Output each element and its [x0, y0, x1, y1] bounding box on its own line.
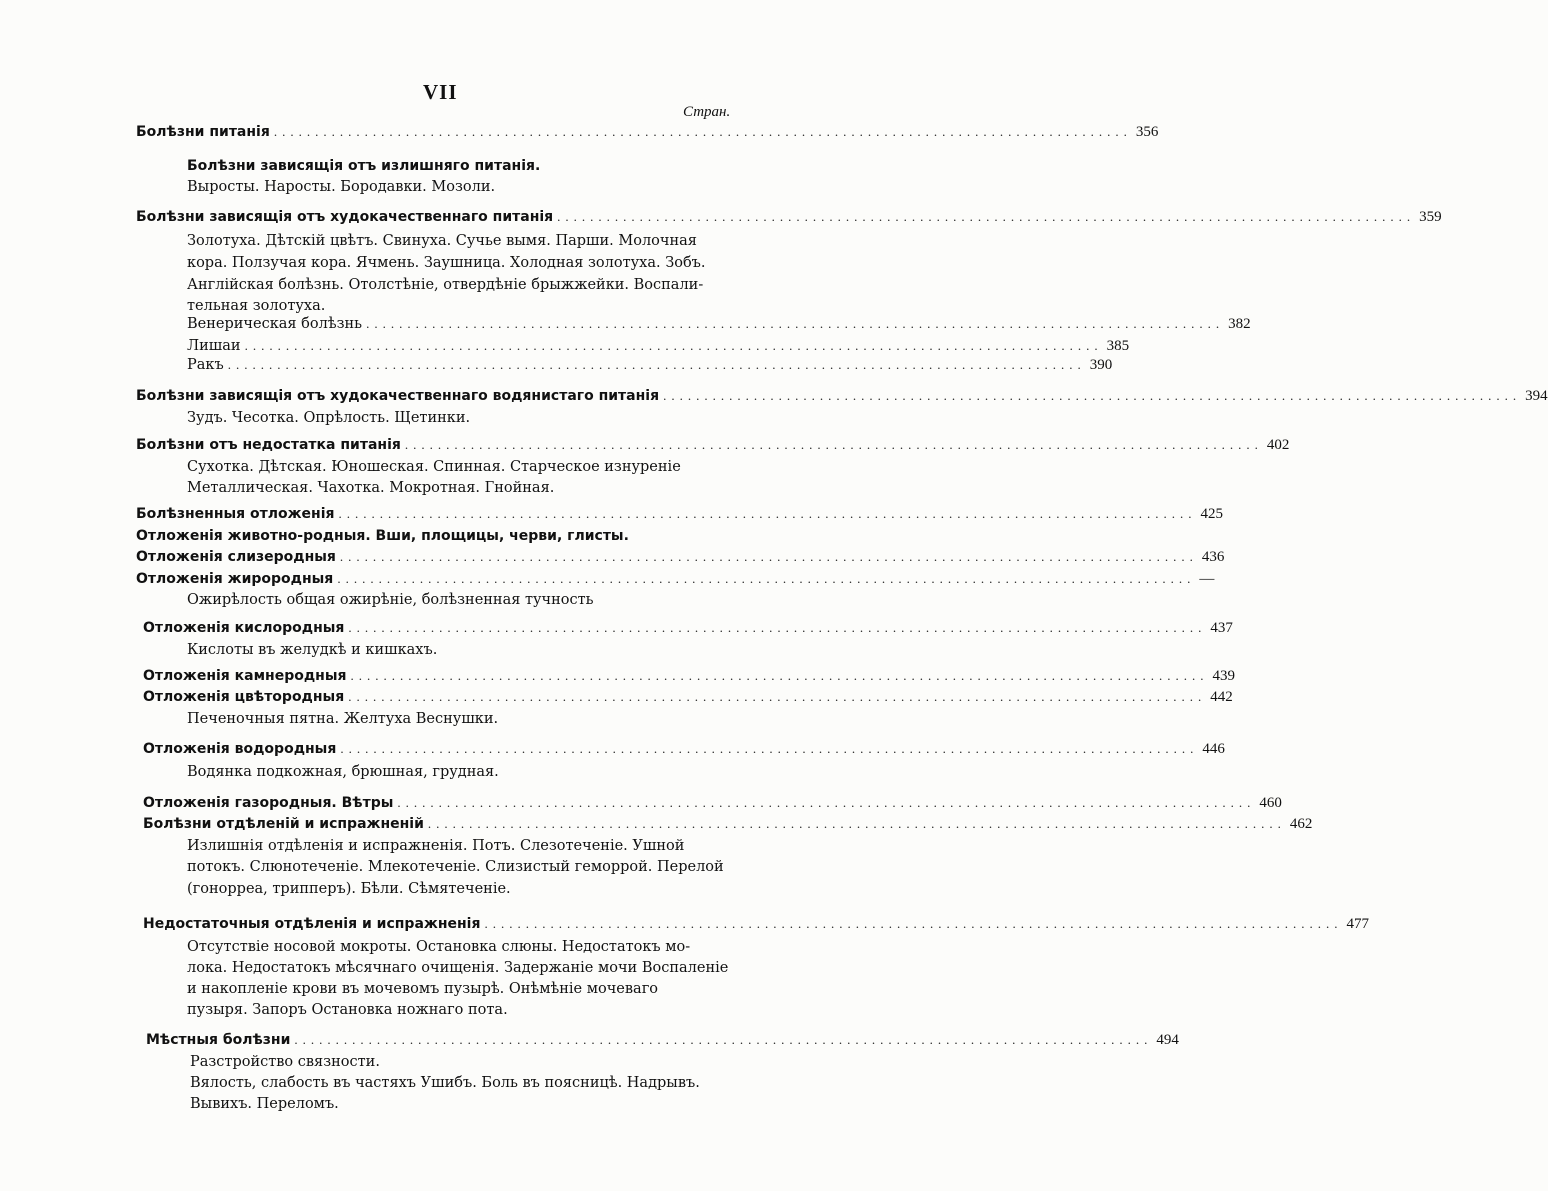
toc-entry[interactable]: [143, 795, 1282, 812]
text-line: Водянка подкожная, брюшная, грудная.: [187, 764, 499, 780]
toc-entry-title: Отложенія камнеродныя: [143, 668, 347, 684]
toc-entry-title: Недостаточныя отдѣленія и испражненія: [143, 916, 481, 932]
toc-entry-page: 436: [1201, 549, 1225, 565]
toc-entry-page: 425: [1200, 506, 1224, 522]
toc-sub-entry[interactable]: [187, 357, 1113, 374]
page-column-header: Стран.: [683, 104, 731, 120]
leader-dots: ........................................................................................................: [244, 338, 1103, 353]
toc-entry[interactable]: [143, 620, 1233, 637]
toc-entry-page: 356: [1135, 124, 1159, 140]
text-line: Печеночныя пятна. Желтуха Веснушки.: [187, 711, 499, 727]
toc-entry-page: 382: [1228, 316, 1251, 332]
toc-entry-page: 390: [1089, 357, 1113, 373]
toc-entry[interactable]: [143, 816, 1313, 833]
toc-sub-entry[interactable]: [187, 338, 1130, 355]
text-line: Сухотка. Дѣтская. Юношеская. Спинная. Старческое изнуреніе: [187, 459, 681, 475]
toc-entry[interactable]: [136, 124, 1159, 141]
text-line: Излишнія отдѣленія и испражненія. Потъ. Слезотеченіе. Ушной: [187, 838, 685, 854]
toc-entry-title: Отложенія жирородныя: [136, 571, 334, 587]
toc-entry-page: 385: [1106, 338, 1130, 354]
leader-dots: ........................................................................................................: [227, 357, 1086, 372]
toc-sub-entry[interactable]: [187, 316, 1251, 333]
toc-entry[interactable]: [136, 437, 1290, 454]
text-line: и накопленіе крови въ мочевомъ пузырѣ. Онѣмѣніе мочеваго: [187, 981, 659, 997]
text-line: Золотуха. Дѣтскій цвѣтъ. Свинуха. Сучье вымя. Парши. Молочная: [187, 233, 697, 249]
leader-dots: ........................................................................................................: [294, 1032, 1153, 1047]
toc-entry-title: Венерическая болѣзнь: [187, 316, 363, 332]
leader-dots: ........................................................................................................: [557, 209, 1416, 224]
toc-entry[interactable]: [136, 506, 1224, 523]
toc-entry-page: 437: [1210, 620, 1233, 636]
toc-entry-title: Болѣзни зависящія отъ худокачественнаго водянистаго питанія: [136, 388, 660, 404]
toc-entry-page: 460: [1259, 795, 1282, 811]
leader-dots: ........................................................................................................: [404, 437, 1263, 452]
toc-entry-title: Болѣзни отъ недостатка питанія: [136, 437, 401, 453]
toc-entry[interactable]: [143, 668, 1235, 685]
toc-entry-page: 439: [1212, 668, 1235, 684]
toc-entry-page: 359: [1419, 209, 1442, 225]
text-line: Вывихъ. Переломъ.: [190, 1096, 339, 1112]
section-subheading: Отложенія животно-родныя. Вши, площицы, черви, глисты.: [136, 528, 629, 544]
text-line: Разстройство связности.: [190, 1054, 380, 1070]
toc-entry[interactable]: [143, 689, 1233, 706]
text-line: лока. Недостатокъ мѣсячнаго очищенія. Задержаніе мочи Воспаленіе: [187, 960, 729, 976]
text-line: (гонорреа, трипперъ). Бѣли. Сѣмятеченіе.: [187, 881, 511, 897]
text-line: Зудъ. Чесотка. Опрѣлость. Щетинки.: [187, 410, 471, 426]
text-line: Ожирѣлость общая ожирѣніе, болѣзненная тучность: [187, 592, 594, 608]
leader-dots: ........................................................................................................: [366, 316, 1225, 331]
toc-entry-title: Ракъ: [187, 357, 224, 373]
leader-dots: ........................................................................................................: [427, 816, 1286, 831]
toc-entry-title: Болѣзни зависящія отъ худокачественнаго питанія: [136, 209, 554, 225]
toc-entry-page: 446: [1202, 741, 1225, 757]
leader-dots: ........................................................................................................: [273, 124, 1132, 139]
leader-dots: ........................................................................................................: [397, 795, 1256, 810]
toc-entry-page: 402: [1266, 437, 1290, 453]
text-line: потокъ. Слюнотеченіе. Млекотеченіе. Слизистый геморрой. Перелой: [187, 859, 724, 875]
text-line: Металлическая. Чахотка. Мокротная. Гнойная.: [187, 480, 555, 496]
leader-dots: ........................................................................................................: [350, 668, 1209, 683]
text-line: тельная золотуха.: [187, 298, 326, 314]
toc-entry-title: Болѣзненныя отложенія: [136, 506, 335, 522]
toc-entry[interactable]: [146, 1032, 1179, 1049]
toc-entry-title: Отложенія цвѣтородныя: [143, 689, 345, 705]
leader-dots: ........................................................................................................: [663, 388, 1522, 403]
toc-entry-page: 442: [1210, 689, 1233, 705]
section-subheading: Болѣзни зависящія отъ излишняго питанія.: [187, 158, 541, 174]
leader-dots: ........................................................................................................: [338, 506, 1197, 521]
toc-entry-title: Лишаи: [187, 338, 241, 354]
leader-dots: ........................................................................................................: [348, 620, 1207, 635]
toc-entry[interactable]: [143, 741, 1225, 758]
toc-entry-page: 394: [1525, 388, 1548, 404]
toc-entry-title: Болѣзни отдѣленій и испражненій: [143, 816, 424, 832]
toc-entry-title: Отложенія кислородныя: [143, 620, 345, 636]
toc-entry-title: Отложенія газородныя. Вѣтры: [143, 795, 394, 811]
leader-dots: ........................................................................................................: [339, 549, 1198, 564]
toc-entry[interactable]: [136, 388, 1548, 405]
toc-entry-title: Отложенія водородныя: [143, 741, 337, 757]
leader-dots: ........................................................................................................: [337, 571, 1196, 586]
toc-entry[interactable]: [136, 549, 1225, 566]
toc-entry-page: —: [1199, 571, 1215, 587]
leader-dots: ........................................................................................................: [340, 741, 1199, 756]
toc-entry-title: Отложенія слизеродныя: [136, 549, 336, 565]
text-line: Кислоты въ желудкѣ и кишкахъ.: [187, 642, 438, 658]
toc-entry-page: 477: [1346, 916, 1369, 932]
page-number: VII: [423, 80, 458, 104]
toc-entry-title: Болѣзни питанія: [136, 124, 270, 140]
text-line: Вялость, слабость въ частяхъ Ушибъ. Боль въ поясницѣ. Надрывъ.: [190, 1075, 700, 1091]
toc-entry[interactable]: [136, 209, 1442, 226]
leader-dots: ........................................................................................................: [348, 689, 1207, 704]
text-line: Англійская болѣзнь. Отолстѣніе, отвердѣніе брыжжейки. Воспали-: [187, 277, 704, 293]
text-line: Отсутствіе носовой мокроты. Остановка слюны. Недостатокъ мо-: [187, 939, 691, 955]
leader-dots: ........................................................................................................: [484, 916, 1343, 931]
toc-entry[interactable]: [136, 571, 1215, 588]
toc-entry[interactable]: [143, 916, 1369, 933]
toc-entry-page: 494: [1156, 1032, 1179, 1048]
text-line: пузыря. Запоръ Остановка ножнаго пота.: [187, 1002, 508, 1018]
text-line: кора. Ползучая кора. Ячмень. Заушница. Холодная золотуха. Зобъ.: [187, 255, 706, 271]
toc-entry-title: Мѣстныя болѣзни: [146, 1032, 291, 1048]
text-line: Выросты. Наросты. Бородавки. Мозоли.: [187, 179, 496, 195]
toc-entry-page: 462: [1289, 816, 1313, 832]
